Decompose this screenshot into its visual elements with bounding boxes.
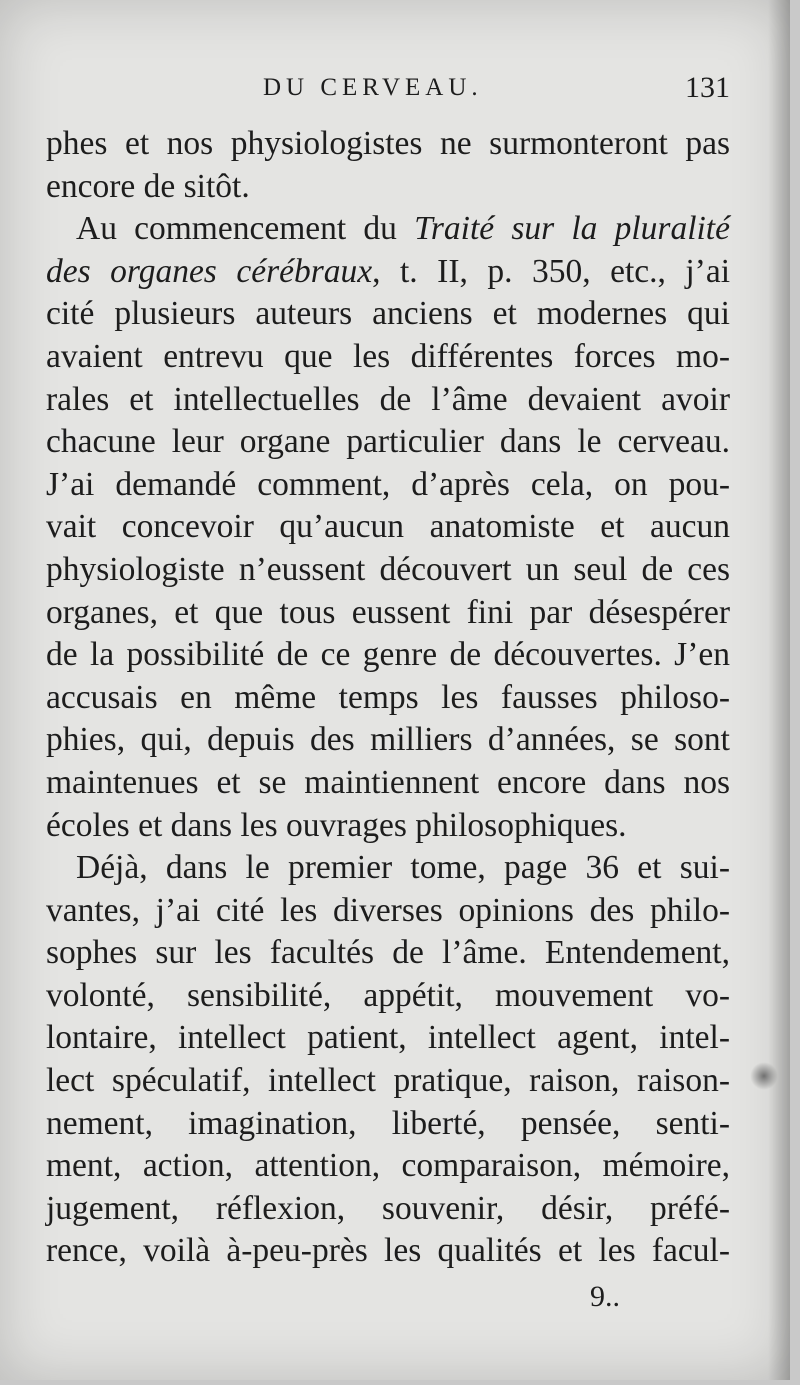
text-segment: physiologiste n’eussent découvert un seul de ces xyxy=(46,550,730,588)
text-segment: rence, voilà à-peu-près les qualités et les facul- xyxy=(46,1232,730,1270)
text-segment: vantes, j’ai cité les diverses opinions des philo- xyxy=(46,891,730,929)
running-head xyxy=(48,71,730,108)
text-line xyxy=(46,123,730,166)
text-segment: écoles et dans les ouvrages philosophiques. xyxy=(46,806,627,844)
text-line xyxy=(46,932,730,975)
text-segment: organes, et que tous eussent fini par désespérer xyxy=(46,593,730,631)
text-line xyxy=(46,1103,730,1146)
text-line xyxy=(46,890,730,933)
body-text xyxy=(46,123,730,1273)
text-segment: , t. II, p. 350, etc., j’ai xyxy=(372,252,730,290)
text-line xyxy=(46,251,730,294)
text-line xyxy=(46,549,730,592)
text-line xyxy=(46,421,730,464)
italic-title-segment: des organes cérébraux xyxy=(46,252,373,290)
text-segment: avaient entrevu que les différentes forces mo- xyxy=(46,337,730,375)
text-line xyxy=(46,634,730,677)
text-line xyxy=(46,379,730,422)
text-segment: accusais en même temps les fausses philoso- xyxy=(46,678,730,716)
text-segment: ment, action, attention, comparaison, mémoire, xyxy=(46,1147,730,1185)
signature-mark: 9.. xyxy=(590,1280,620,1313)
text-segment: phes et nos physiologistes ne surmonteront pas xyxy=(46,125,730,162)
text-line xyxy=(46,975,730,1018)
text-segment: maintenues et se maintiennent encore dans nos xyxy=(46,763,730,801)
text-line xyxy=(46,506,730,549)
text-segment: Au commencement du xyxy=(76,210,415,248)
text-segment: chacune leur organe particulier dans le cerveau. xyxy=(46,423,730,461)
text-segment: de la possibilité de ce genre de découvertes. J’en xyxy=(46,636,730,674)
text-segment: phies, qui, depuis des milliers d’années, se sont xyxy=(46,721,730,759)
text-line xyxy=(46,336,730,379)
text-segment: rales et intellectuelles de l’âme devaient avoir xyxy=(46,380,730,418)
text-line xyxy=(46,464,730,507)
text-segment: nement, imagination, liberté, pensée, senti- xyxy=(46,1104,730,1142)
text-line xyxy=(46,677,730,720)
text-line xyxy=(46,805,730,848)
text-line xyxy=(46,208,730,251)
text-line xyxy=(46,1230,730,1273)
text-segment: lontaire, intellect patient, intellect agent, intel- xyxy=(46,1019,730,1057)
text-segment: cité plusieurs auteurs anciens et modernes qui xyxy=(46,295,730,333)
text-line xyxy=(46,847,730,890)
text-segment: volonté, sensibilité, appétit, mouvement vo- xyxy=(46,976,730,1014)
text-segment: lect spéculatif, intellect pratique, raison, raison- xyxy=(46,1062,730,1100)
text-segment: encore de sitôt. xyxy=(46,167,250,205)
text-line xyxy=(46,166,730,209)
running-head-title: DU CERVEAU. xyxy=(263,74,483,101)
text-segment: jugement, réflexion, souvenir, désir, préfé- xyxy=(46,1189,730,1227)
text-segment: Déjà, dans le premier tome, page 36 et sui- xyxy=(76,849,730,887)
text-segment: sophes sur les facultés de l’âme. Entendement, xyxy=(46,934,730,972)
text-segment: J’ai demandé comment, d’après cela, on pou- xyxy=(46,465,730,503)
text-line xyxy=(46,1060,730,1103)
text-line xyxy=(46,719,730,762)
text-line xyxy=(46,1188,730,1231)
text-line xyxy=(46,1145,730,1188)
text-line xyxy=(46,762,730,805)
page-number: 131 xyxy=(685,71,730,104)
page-spine-shadow xyxy=(768,0,790,1380)
text-segment: vait concevoir qu’aucun anatomiste et aucun xyxy=(46,508,730,546)
text-line xyxy=(46,293,730,336)
text-line xyxy=(46,592,730,635)
text-line xyxy=(46,1017,730,1060)
ink-spot xyxy=(750,1062,778,1090)
italic-title-segment: Traité sur la pluralité xyxy=(414,210,730,248)
